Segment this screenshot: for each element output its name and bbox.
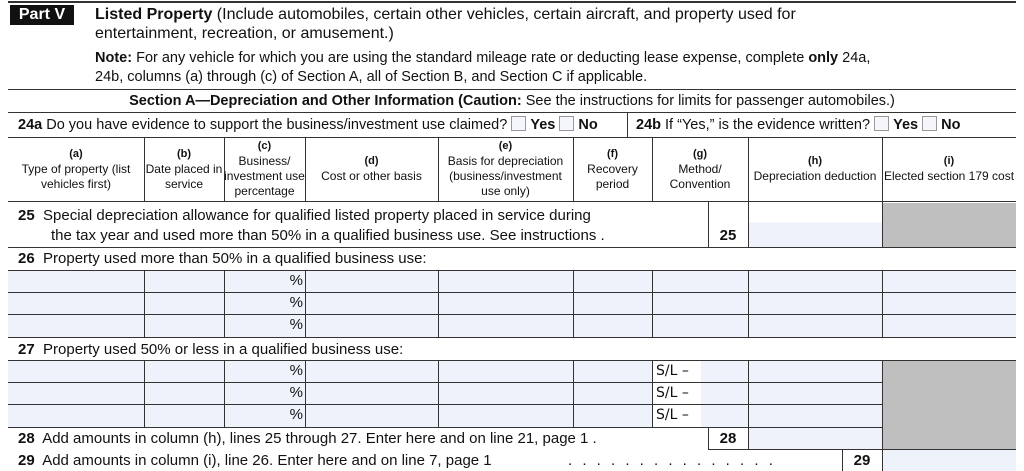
line25-number: 25: [18, 207, 35, 224]
line27-row3-method: S/L –: [656, 407, 689, 423]
part-title-rest: (Include automobiles, certain other vehicles, certain aircraft, and property used for: [212, 6, 796, 23]
line29-amount-field[interactable]: [883, 450, 1016, 471]
col-h-label: Depreciation deduction: [753, 169, 877, 183]
col-divider: [224, 137, 225, 201]
q24b-no-checkbox[interactable]: [922, 116, 937, 131]
line26-row3-pct: %: [289, 316, 303, 333]
line29-box-number: 29: [853, 452, 871, 469]
col-i-label: Elected section 179 cost: [883, 169, 1015, 183]
col-header-i: [882, 138, 1016, 200]
col-d-letter: (d): [364, 155, 379, 167]
col-divider: [438, 270, 439, 337]
col-divider: [144, 137, 145, 201]
rule-below-section-a: [8, 112, 1016, 113]
line27-shaded-cell: [883, 361, 1016, 449]
part-title-bold: Listed Property: [95, 6, 213, 23]
col-header-b: [144, 138, 224, 200]
col-divider: [573, 270, 574, 337]
line28-label: [18, 429, 597, 449]
rule-below-line25: [8, 247, 1016, 248]
line29-text: Add amounts in column (i), line 26. Enter here and on line 7, page 1: [42, 452, 492, 469]
line25-box-number: 25: [719, 227, 737, 244]
col-a-letter: (a): [69, 147, 83, 160]
q24b: [636, 115, 960, 135]
col-header-d: [305, 138, 438, 200]
col-h-letter: (h): [807, 155, 823, 167]
col-divider: [748, 137, 749, 201]
col-divider: [144, 270, 145, 337]
part-title-line2: entertainment, recreation, or amusement.): [95, 25, 394, 42]
col-header-e: [438, 138, 573, 200]
rule-below-note: [8, 89, 1016, 90]
col-divider: [652, 137, 653, 201]
line26-row2-pct: %: [289, 294, 303, 311]
col-divider: [882, 360, 883, 449]
q24a-number: 24a: [18, 117, 43, 133]
col-b-letter: (b): [176, 147, 192, 160]
part-badge: Part V: [10, 5, 74, 25]
line29-label: [18, 451, 492, 471]
line26-number: 26: [18, 250, 35, 267]
line26-table-bottom: [8, 337, 1016, 338]
line28-amount-field[interactable]: [749, 428, 882, 449]
q24b-yes-checkbox[interactable]: [874, 116, 889, 131]
q24a-no-checkbox[interactable]: [559, 116, 574, 131]
note-only: only: [808, 50, 839, 66]
col-header-c: [224, 138, 305, 200]
q24a-no-label: No: [578, 117, 598, 133]
line26-table: [8, 271, 1016, 337]
col-divider: [573, 137, 574, 201]
col-divider: [438, 137, 439, 201]
q24b-no-label: No: [941, 117, 961, 133]
col-divider: [882, 137, 883, 201]
note-text-a: For any vehicle for which you are using the standard mileage rate or deducting lease expense, complete: [132, 50, 809, 66]
section-a-title: [0, 92, 1024, 110]
col-b-label: Date placed in service: [145, 161, 223, 191]
line26-text: Property used more than 50% in a qualified business use:: [43, 250, 427, 267]
line27-row2-pct: %: [289, 384, 303, 401]
line27-row1-method: S/L –: [656, 363, 689, 379]
q24a-yes-label: Yes: [530, 117, 556, 133]
line26-label: [18, 249, 427, 269]
col-e-label: Basis for depreciation (business/investment use only): [447, 154, 564, 198]
note-line1: [95, 49, 870, 67]
col-divider: [305, 270, 306, 337]
line25-text1: [18, 206, 591, 226]
note-line2: 24b, columns (a) through (c) of Section A, all of Section B, and Section C if applicable.: [95, 69, 648, 85]
q24b-number: 24b: [636, 117, 661, 133]
section-a-title-rest: See the instructions for limits for passenger automobiles.): [521, 93, 895, 109]
col-c-label: Business/ investment use percentage: [224, 154, 305, 198]
col-header-f: [573, 138, 652, 200]
q24a-text: Do you have evidence to support the business/investment use claimed?: [46, 117, 508, 133]
col-g-letter: (g): [692, 147, 708, 160]
col-divider: [305, 360, 306, 427]
line29-leader-dots: . . . . . . . . . . . . . . .: [568, 452, 776, 469]
col-g-label: Method/ Convention: [669, 161, 731, 191]
line29-number: 29: [18, 452, 35, 469]
part-title: [95, 5, 796, 25]
col-header-h: [748, 138, 882, 200]
col-header-g: [652, 138, 748, 200]
q24a: [18, 115, 598, 135]
line25-shaded-cell: [883, 203, 1016, 247]
line26-row1-pct: %: [289, 272, 303, 289]
q24b-text: If “Yes,” is the evidence written?: [665, 117, 871, 133]
q24-divider: [627, 113, 628, 137]
row-rule: [8, 404, 882, 405]
q24a-yes-checkbox[interactable]: [511, 116, 526, 131]
line27-text: Property used 50% or less in a qualified business use:: [43, 341, 404, 358]
col-c-letter: (c): [257, 140, 272, 152]
col-i-letter: (i): [943, 155, 955, 167]
col-a-label: Type of property (list vehicles first): [21, 161, 131, 191]
note-text-b: 24a,: [838, 50, 871, 66]
col-divider: [882, 270, 883, 337]
col-divider: [438, 360, 439, 427]
line27-label: [18, 340, 403, 360]
line27-row3-pct: %: [289, 406, 303, 423]
line27-row1-pct: %: [289, 362, 303, 379]
col-divider: [652, 360, 653, 427]
col-divider: [305, 137, 306, 201]
line27-number: 27: [18, 341, 35, 358]
note-label: Note:: [95, 50, 133, 66]
col-f-label: Recovery period: [587, 161, 638, 191]
col-d-label: Cost or other basis: [321, 169, 422, 183]
line28-box-number: 28: [719, 430, 737, 447]
line25-text2: the tax year and used more than 50% in a qualified business use. See instructions .: [51, 227, 605, 244]
line27-row2-method: S/L –: [656, 385, 689, 401]
q24b-yes-label: Yes: [893, 117, 919, 133]
line28-number: 28: [18, 430, 35, 447]
top-rule: [8, 1, 1016, 3]
row-rule: [8, 314, 1016, 315]
row-rule: [8, 292, 1016, 293]
row-rule: [8, 382, 882, 383]
col-divider: [573, 360, 574, 427]
line25-amount-field[interactable]: [749, 202, 882, 247]
col-e-letter: (e): [498, 140, 513, 152]
col-divider: [144, 360, 145, 427]
line25-text-a: Special depreciation allowance for qualified listed property placed in service during: [43, 207, 591, 224]
line28-text: Add amounts in column (h), lines 25 through 27. Enter here and on line 21, page 1 .: [42, 430, 597, 447]
section-a-title-bold: Section A—Depreciation and Other Information (Caution:: [129, 93, 522, 109]
col-divider: [748, 270, 749, 337]
col-header-a: [8, 138, 144, 200]
col-f-letter: (f): [607, 147, 618, 160]
line27-table: [8, 361, 882, 427]
col-divider: [652, 270, 653, 337]
